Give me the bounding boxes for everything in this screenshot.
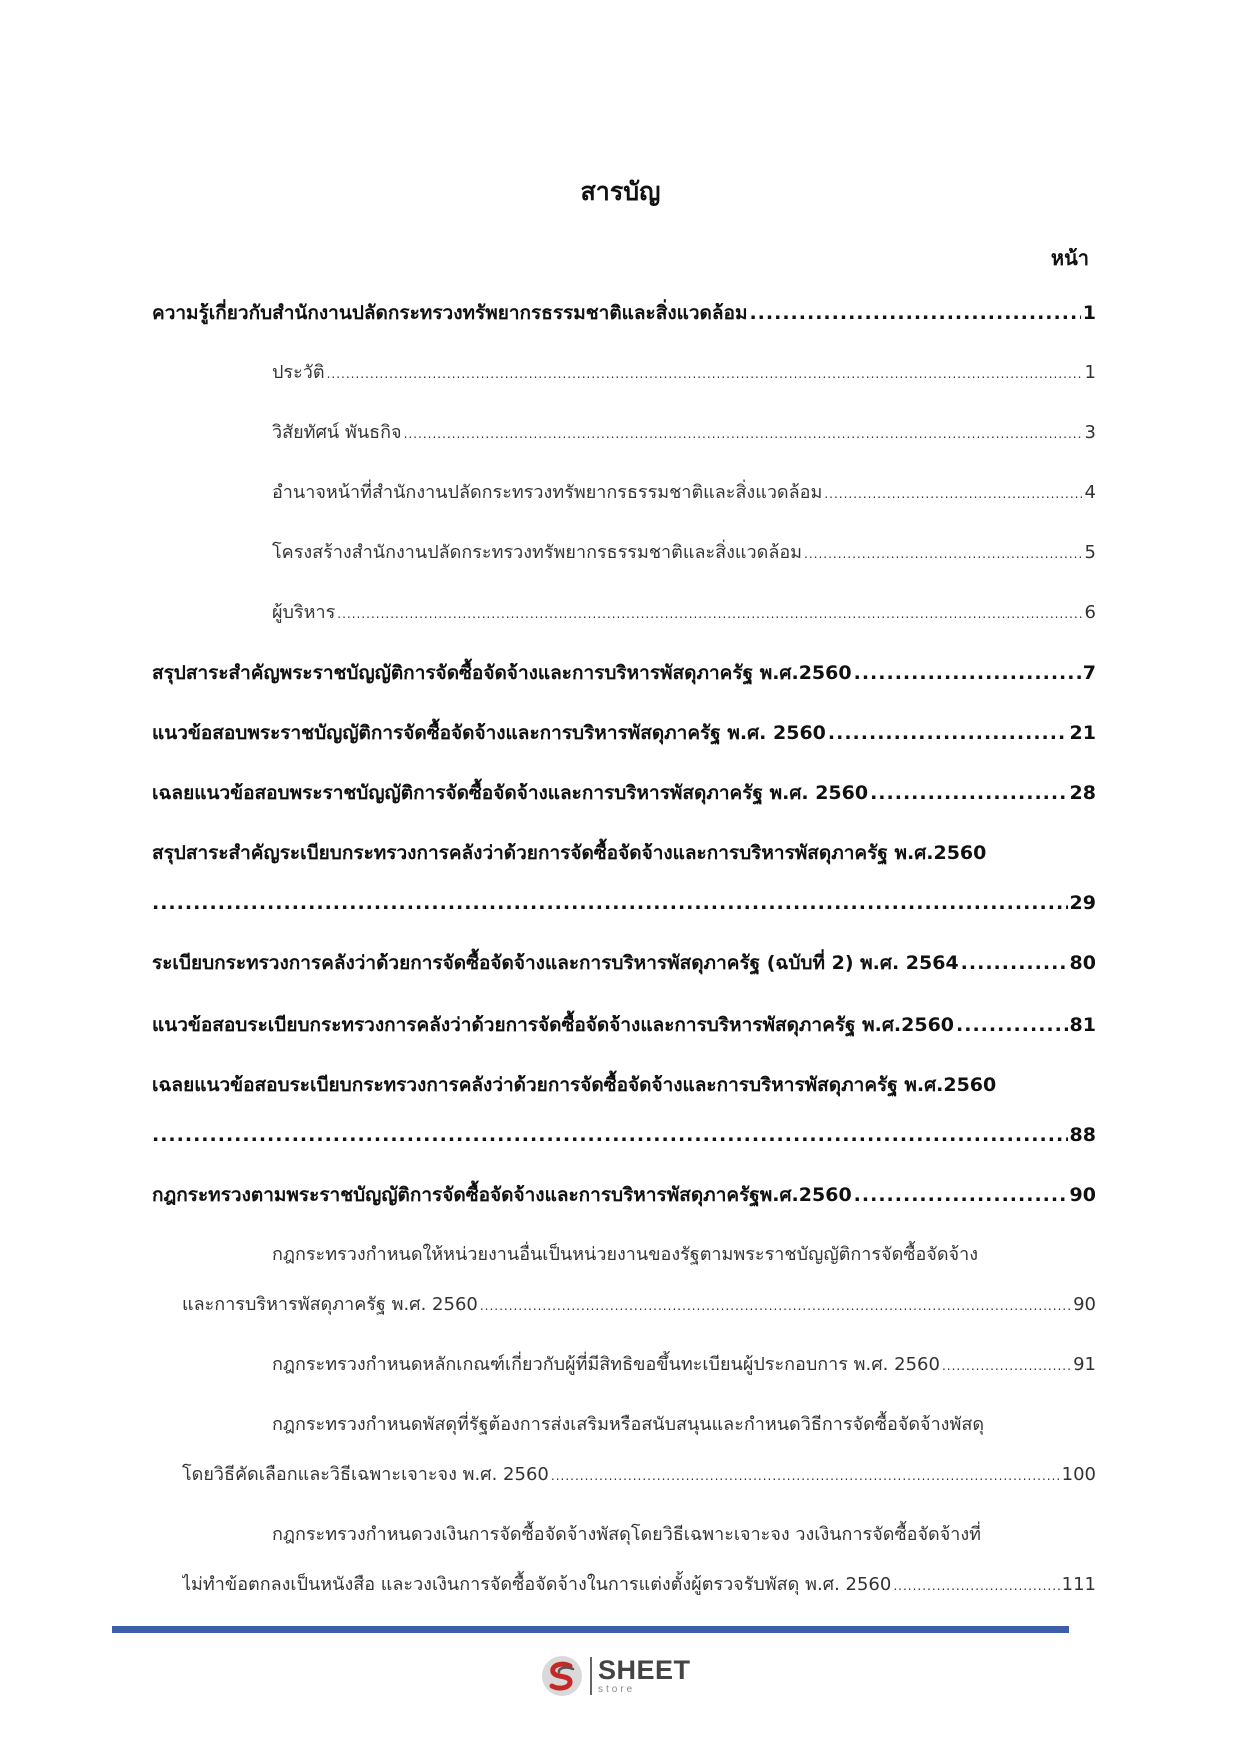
footer-divider-bar xyxy=(112,1626,1069,1633)
sheet-store-logo xyxy=(540,1652,691,1700)
toc-entry-text: แนวข้อสอบระเบียบกระทรวงการคลังว่าด้วยการจัดซื้อจัดจ้างและการบริหารพัสดุภาครัฐ พ.ศ.2560 xyxy=(152,1014,955,1036)
toc-entry-text[interactable]: สรุปสาระสำคัญระเบียบกระทรวงการคลังว่าด้วยการจัดซื้อจัดจ้างและการบริหารพัสดุภาครัฐ พ.ศ.2560 xyxy=(152,842,987,864)
toc-page-number: 90 xyxy=(1073,1294,1096,1315)
toc-page-number: 88 xyxy=(1069,1124,1096,1146)
toc-entry-text: แนวข้อสอบพระราชบัญญัติการจัดซื้อจัดจ้างและการบริหารพัสดุภาครัฐ พ.ศ. 2560 xyxy=(152,722,826,744)
toc-entry[interactable] xyxy=(152,778,1096,808)
page-column-heading: หน้า xyxy=(1050,246,1089,270)
toc-page-number: 6 xyxy=(1084,602,1096,623)
toc-entry-text[interactable]: กฎกระทรวงกำหนดวงเงินการจัดซื้อจัดจ้างพัสดุโดยวิธีเฉพาะเจาะจง วงเงินการจัดซื้อจัดจ้างที่ xyxy=(272,1524,982,1545)
logo-subword: store xyxy=(598,1684,636,1695)
toc-page-number: 111 xyxy=(1061,1574,1096,1595)
toc-leader xyxy=(749,298,1080,328)
toc-subentry[interactable] xyxy=(182,1290,1096,1320)
toc-entry[interactable] xyxy=(152,718,1096,748)
toc-entry-text: กฎกระทรวงกำหนดหลักเกณฑ์เกี่ยวกับผู้ที่มีสิทธิขอขึ้นทะเบียนผู้ประกอบการ พ.ศ. 2560 xyxy=(272,1354,940,1375)
toc-leader xyxy=(942,1351,1071,1380)
toc-leader xyxy=(404,419,1083,448)
toc-page-number: 90 xyxy=(1069,1184,1096,1206)
toc-entry[interactable] xyxy=(152,298,1096,328)
toc-leader xyxy=(804,539,1083,568)
toc-subentry[interactable] xyxy=(272,538,1096,568)
toc-page-number: 4 xyxy=(1084,482,1096,503)
toc-entry-text: ไม่ทำข้อตกลงเป็นหนังสือ และวงเงินการจัดซื้อจัดจ้างในการแต่งตั้งผู้ตรวจรับพัสดุ พ.ศ. 2560 xyxy=(182,1574,892,1595)
toc-entry-text: กฎกระทรวงตามพระราชบัญญัติการจัดซื้อจัดจ้างและการบริหารพัสดุภาครัฐพ.ศ.2560 xyxy=(152,1184,852,1206)
toc-leader xyxy=(152,888,1068,918)
toc-entry-text: ความรู้เกี่ยวกับสำนักงานปลัดกระทรวงทรัพยากรธรรมชาติและสิ่งแวดล้อม xyxy=(152,302,748,324)
toc-entry-text[interactable]: กฎกระทรวงกำหนดให้หน่วยงานอื่นเป็นหน่วยงานของรัฐตามพระราชบัญญัติการจัดซื้อจัดจ้าง xyxy=(272,1244,978,1265)
toc-leader xyxy=(893,1571,1059,1600)
toc-entry[interactable] xyxy=(152,948,1096,978)
toc-page-number: 1 xyxy=(1082,302,1096,324)
toc-entry[interactable] xyxy=(152,658,1096,688)
toc-leader xyxy=(152,1120,1068,1150)
logo-word: SHEET xyxy=(598,1655,691,1685)
toc-entry-text: และการบริหารพัสดุภาครัฐ พ.ศ. 2560 xyxy=(182,1294,478,1315)
toc-subentry[interactable] xyxy=(182,1570,1096,1600)
toc-entry-text: ผู้บริหาร xyxy=(272,602,336,623)
page-title: สารบัญ xyxy=(580,177,661,206)
toc-leader xyxy=(854,658,1081,688)
toc-subentry[interactable] xyxy=(272,418,1096,448)
toc-entry-text: สรุปสาระสำคัญพระราชบัญญัติการจัดซื้อจัดจ้างและการบริหารพัสดุภาครัฐ พ.ศ.2560 xyxy=(152,662,852,684)
toc-leader xyxy=(824,479,1082,508)
toc-page-number: 28 xyxy=(1069,782,1096,804)
toc-page-number: 3 xyxy=(1084,422,1096,443)
toc-entry-text: ระเบียบกระทรวงการคลังว่าด้วยการจัดซื้อจัดจ้างและการบริหารพัสดุภาครัฐ (ฉบับที่ 2) พ.ศ. 2564 xyxy=(152,952,959,974)
toc-subentry[interactable] xyxy=(272,1350,1096,1380)
toc-page-number: 5 xyxy=(1084,542,1096,563)
logo-s-icon xyxy=(540,1654,584,1698)
toc-subentry[interactable] xyxy=(272,478,1096,508)
toc-leader xyxy=(337,599,1082,628)
toc-subentry[interactable] xyxy=(272,358,1096,388)
toc-entry-text[interactable]: เฉลยแนวข้อสอบระเบียบกระทรวงการคลังว่าด้วยการจัดซื้อจัดจ้างและการบริหารพัสดุภาครัฐ พ.ศ.2560 xyxy=(152,1074,997,1096)
toc-page-number: 80 xyxy=(1069,952,1096,974)
toc-subentry[interactable] xyxy=(272,598,1096,628)
toc-leader xyxy=(551,1461,1060,1490)
toc-leader xyxy=(870,778,1067,808)
toc-leader xyxy=(828,718,1068,748)
toc-page-number: 21 xyxy=(1069,722,1096,744)
toc-entry-text: ประวัติ xyxy=(272,362,325,383)
toc-leader xyxy=(327,359,1083,388)
toc-entry-text: โครงสร้างสำนักงานปลัดกระทรวงทรัพยากรธรรมชาติและสิ่งแวดล้อม xyxy=(272,542,803,563)
toc-entry-text[interactable]: กฎกระทรวงกำหนดพัสดุที่รัฐต้องการส่งเสริมหรือสนับสนุนและกำหนดวิธีการจัดซื้อจัดจ้างพัสดุ xyxy=(272,1414,985,1435)
toc-page-number: 7 xyxy=(1082,662,1096,684)
toc-entry[interactable] xyxy=(152,1010,1096,1040)
toc-page-number: 100 xyxy=(1061,1464,1096,1485)
toc-page-number: 91 xyxy=(1073,1354,1096,1375)
toc-entry[interactable] xyxy=(152,1180,1096,1210)
toc-entry[interactable] xyxy=(152,888,1096,918)
toc-leader xyxy=(956,1010,1068,1040)
toc-entry-text: อำนาจหน้าที่สำนักงานปลัดกระทรวงทรัพยากรธรรมชาติและสิ่งแวดล้อม xyxy=(272,482,823,503)
toc-page-number: 1 xyxy=(1084,362,1096,383)
toc-entry[interactable] xyxy=(152,1120,1096,1150)
toc-entry-text: วิสัยทัศน์ พันธกิจ xyxy=(272,422,402,443)
logo-divider xyxy=(590,1657,592,1695)
toc-page-number: 81 xyxy=(1069,1014,1096,1036)
toc-entry-text: เฉลยแนวข้อสอบพระราชบัญญัติการจัดซื้อจัดจ้างและการบริหารพัสดุภาครัฐ พ.ศ. 2560 xyxy=(152,782,869,804)
toc-entry-text: โดยวิธีคัดเลือกและวิธีเฉพาะเจาะจง พ.ศ. 2560 xyxy=(182,1464,549,1485)
toc-leader xyxy=(480,1291,1071,1320)
toc-leader xyxy=(961,948,1068,978)
toc-leader xyxy=(854,1180,1068,1210)
toc-subentry[interactable] xyxy=(182,1460,1096,1490)
toc-page-number: 29 xyxy=(1069,892,1096,914)
